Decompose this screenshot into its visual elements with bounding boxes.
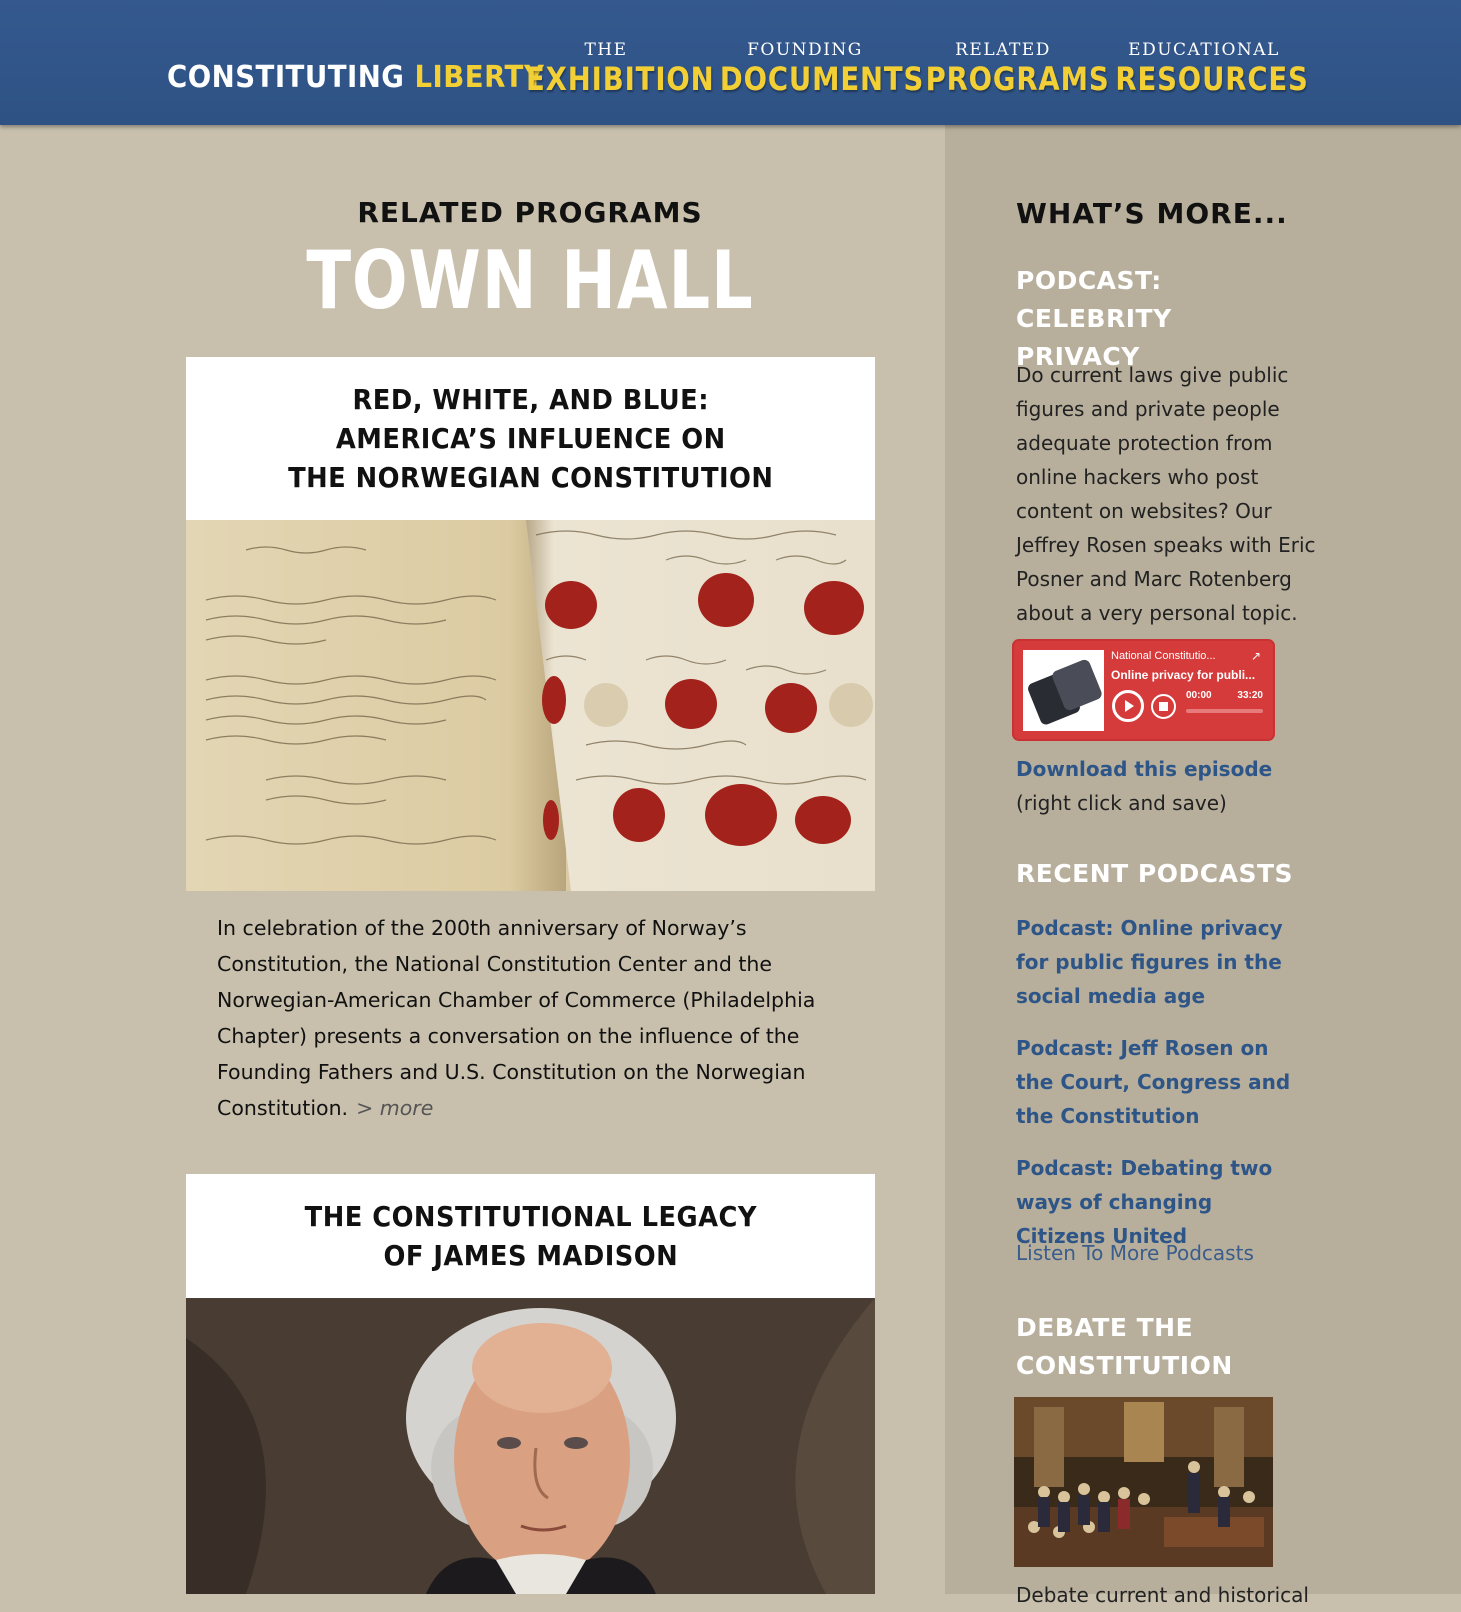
- recent-podcast-link[interactable]: Podcast: Online privacy for public figures in the social media age: [1016, 916, 1283, 1008]
- nav-programs-big: PROGRAMS: [925, 60, 1110, 98]
- card-title-madison[interactable]: [186, 1174, 875, 1298]
- nav-programs-small: RELATED: [955, 40, 1051, 60]
- card-title-line: THE NORWEGIAN CONSTITUTION: [287, 461, 774, 494]
- nav-documents[interactable]: [706, 40, 925, 98]
- debate-heading-line: CONSTITUTION: [1016, 1351, 1233, 1380]
- listen-more-row: [1016, 1241, 1316, 1265]
- more-link[interactable]: > more: [356, 1096, 434, 1120]
- nav-documents-small: FOUNDING: [747, 40, 863, 60]
- manuscript-illustration: [186, 520, 875, 891]
- nav-resources[interactable]: [1101, 40, 1307, 98]
- card-title-line: AMERICA’S INFLUENCE ON: [335, 422, 726, 455]
- card-title-line: OF JAMES MADISON: [383, 1239, 678, 1272]
- site-logo[interactable]: [167, 60, 544, 95]
- norway-constitution-image[interactable]: [186, 520, 875, 891]
- card-description-text: In celebration of the 200th anniversary of Norway’s Constitution, the National Constitution Center and the Norwegian-American Chamber of Commerce (Philadelphia Chapter) presents a conversation on the influence of the Founding Fathers and U.S. Constitution on the Norwegian Constitution.: [217, 916, 816, 1120]
- nav-resources-big: RESOURCES: [1115, 60, 1309, 98]
- card-title-norway[interactable]: [186, 357, 875, 520]
- convention-painting: [1014, 1397, 1273, 1567]
- card-description-norway: [217, 910, 837, 1126]
- podcast-description: Do current laws give public figures and private people adequate protection from online hackers who post content on websites? Our Jeffrey Rosen speaks with Eric Posner and Marc Rotenberg about a very personal topic.: [1016, 363, 1316, 625]
- debate-heading-line: DEBATE THE: [1016, 1313, 1194, 1342]
- player-source: National Constitutio...: [1111, 650, 1216, 662]
- debate-heading[interactable]: [1016, 1309, 1316, 1385]
- card-title-line: THE CONSTITUTIONAL LEGACY: [304, 1200, 757, 1233]
- player-episode: Online privacy for publi...: [1111, 668, 1256, 682]
- play-button[interactable]: [1112, 690, 1144, 722]
- nav-programs[interactable]: [913, 40, 1110, 98]
- recent-podcast-list: [1016, 911, 1306, 1271]
- podcast-thumbnail: [1023, 650, 1104, 731]
- logo-part-2: LIBERTY: [414, 60, 545, 95]
- nav-exhibition-big: EXHIBITION: [526, 60, 715, 98]
- download-episode-link[interactable]: Download this episode: [1016, 757, 1273, 781]
- download-note: (right click and save): [1016, 791, 1227, 815]
- play-icon: [1115, 693, 1141, 719]
- listen-more-podcasts-link[interactable]: Listen To More Podcasts: [1016, 1241, 1254, 1265]
- debate-description: Debate current and historical: [1016, 1583, 1309, 1607]
- nav-documents-big: DOCUMENTS: [719, 60, 925, 98]
- recent-podcast-link[interactable]: Podcast: Debating two ways of changing Citizens United: [1016, 1156, 1273, 1248]
- stop-button[interactable]: [1151, 694, 1176, 719]
- player-time-current: 00:00: [1186, 690, 1212, 701]
- podcast-heading-line: PODCAST: CELEBRITY: [1016, 266, 1172, 333]
- recent-podcasts-heading: RECENT PODCASTS: [1016, 859, 1294, 888]
- nav-exhibition-small: THE: [584, 40, 628, 60]
- logo-part-1: CONSTITUTING: [167, 60, 405, 95]
- site-header: [0, 0, 1461, 125]
- stop-icon: [1153, 696, 1174, 717]
- section-label: RELATED PROGRAMS: [357, 196, 703, 229]
- card-title-line: RED, WHITE, AND BLUE:: [352, 383, 709, 416]
- podcast-heading-line: PRIVACY: [1016, 342, 1140, 371]
- page-title: TOWN HALL: [306, 234, 754, 327]
- portrait-illustration: [186, 1298, 875, 1594]
- download-row: [1016, 752, 1316, 820]
- james-madison-portrait[interactable]: [186, 1298, 875, 1594]
- player-progress-track[interactable]: [1186, 709, 1263, 713]
- player-time-total: 33:20: [1237, 690, 1263, 701]
- podcast-player[interactable]: [1014, 641, 1273, 739]
- sidebar-title: WHAT’S MORE...: [1016, 197, 1288, 230]
- share-icon[interactable]: ↗: [1250, 649, 1261, 663]
- phone-image-icon: [1023, 650, 1104, 731]
- nav-exhibition[interactable]: [513, 40, 715, 98]
- debate-constitution-image[interactable]: [1014, 1397, 1273, 1567]
- recent-podcast-link[interactable]: Podcast: Jeff Rosen on the Court, Congress and the Constitution: [1016, 1036, 1291, 1128]
- nav-resources-small: EDUCATIONAL: [1128, 40, 1280, 60]
